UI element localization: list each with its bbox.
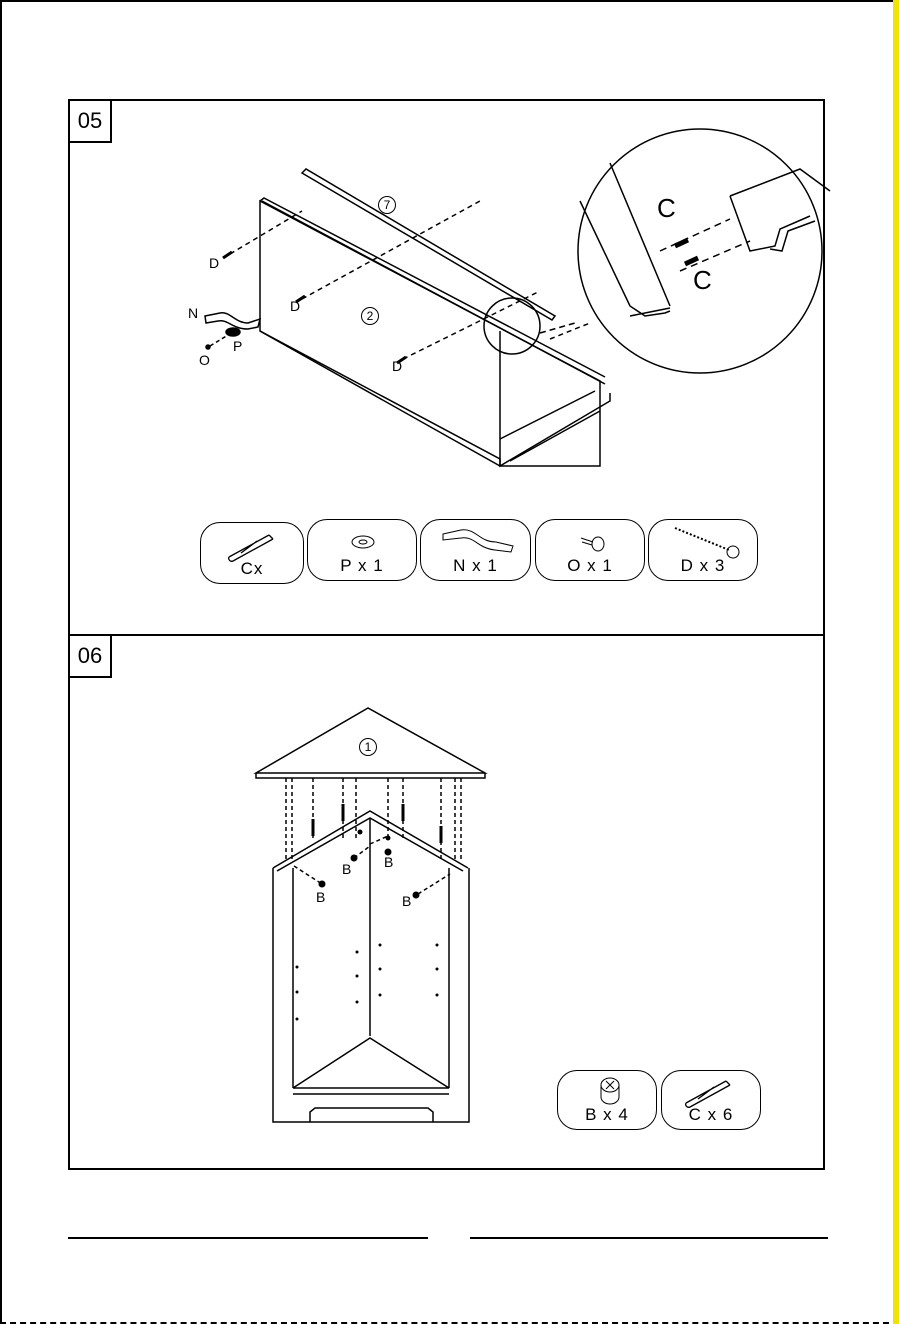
- part-card-cam-lock: [557, 1070, 657, 1130]
- washer-icon: [308, 520, 418, 560]
- part-1-label: 1: [359, 738, 377, 756]
- screw-d-label: D: [209, 255, 220, 271]
- dowel-icon: [662, 1071, 762, 1109]
- screw-d-label: D: [392, 358, 403, 374]
- part-card-bracket: [420, 519, 531, 581]
- part-card-short-screw: [535, 519, 645, 581]
- cam-b-label: B: [384, 854, 394, 870]
- part-card-washer: [307, 519, 417, 581]
- part-label: P x 1: [340, 556, 384, 575]
- cam-b-label: B: [342, 861, 352, 877]
- part-label: O x 1: [567, 556, 613, 575]
- step-05-panel: [68, 99, 825, 636]
- cam-lock-icon: [558, 1071, 658, 1109]
- dowel-icon: [201, 523, 305, 563]
- part-7-label: 7: [378, 196, 396, 214]
- page-edge-stripe: [893, 0, 899, 1324]
- cam-c-label: C: [693, 265, 712, 295]
- part-label: B x 4: [585, 1105, 629, 1124]
- part-2-label: 2: [361, 307, 379, 325]
- footer-rule-right: [470, 1237, 828, 1239]
- part-card-long-screw: [648, 519, 758, 581]
- part-label: N x 1: [453, 556, 498, 575]
- part-label: C x 6: [688, 1105, 734, 1124]
- step-06-panel: [68, 634, 825, 1170]
- footer-rule-left: [68, 1237, 428, 1239]
- cam-b-label: B: [316, 889, 326, 905]
- cam-b-label: B: [402, 893, 412, 909]
- short-screw-icon: [536, 520, 646, 560]
- bracket-n-label: N: [188, 305, 199, 321]
- long-screw-icon: [649, 520, 759, 560]
- part-card-dowel: [200, 522, 304, 584]
- washer-p-label: P: [233, 338, 243, 354]
- step-number: 06: [68, 634, 112, 678]
- screw-d-label: D: [290, 298, 301, 314]
- bracket-icon: [421, 520, 532, 560]
- part-card-dowel: [661, 1070, 761, 1130]
- screw-o-label: O: [199, 352, 210, 368]
- cam-c-label: C: [657, 193, 676, 223]
- part-label: D x 3: [680, 556, 726, 575]
- step-number: 05: [68, 99, 112, 143]
- part-label: Cx: [240, 559, 264, 578]
